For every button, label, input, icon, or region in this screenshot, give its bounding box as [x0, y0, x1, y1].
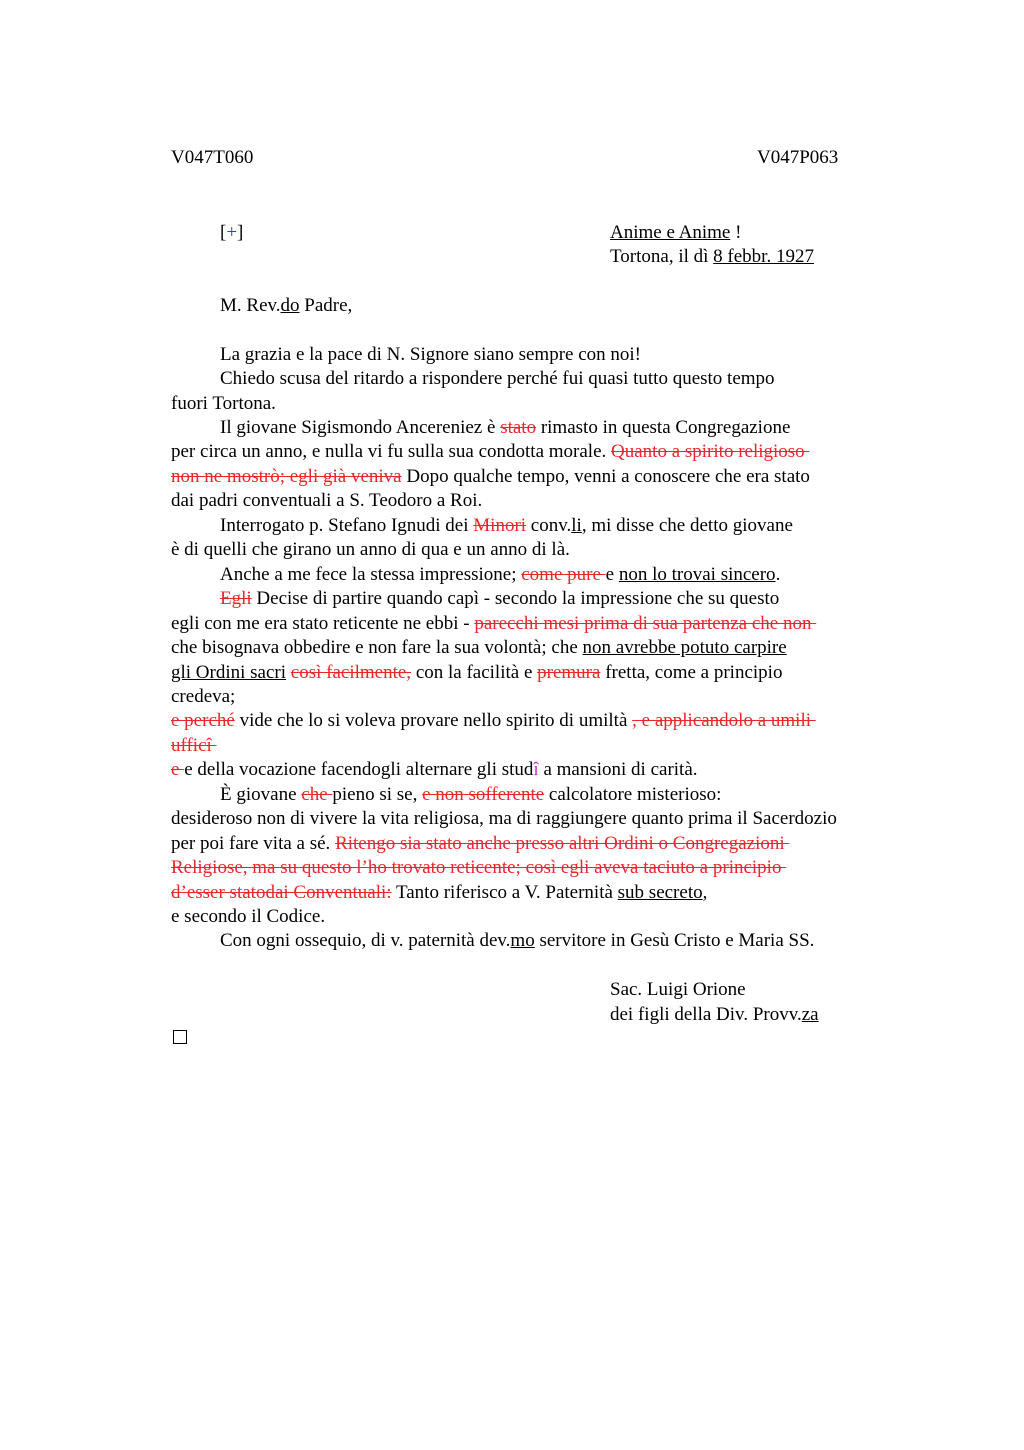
body-line: non ne mostrò; egli già veniva Dopo qualche tempo, venni a conoscere che era stato	[171, 466, 810, 487]
body-line: d’esser statodai Conventuali: Tanto riferisco a V. Paternità sub secreto,	[171, 882, 708, 903]
cross-mark: [+]	[220, 222, 244, 243]
body-line: per poi fare vita a sé. Ritengo sia stato anche presso altri Ordini o Congregazioni	[171, 833, 790, 854]
plus-icon: +	[226, 222, 238, 243]
body-line: Anche a me fece la stessa impressione; come pure e non lo trovai sincero.	[220, 564, 781, 585]
motto: Anime e Anime !	[610, 222, 742, 243]
body-line: ufficî	[171, 735, 217, 756]
body-line: credeva;	[171, 686, 236, 707]
body-line: È giovane che pieno si se, e non sofferente calcolatore misterioso:	[220, 784, 722, 805]
body-line: Il giovane Sigismondo Ancereniez è stato rimasto in questa Congregazione	[220, 417, 791, 438]
body-line: per circa un anno, e nulla vi fu sulla sua condotta morale. Quanto a spirito religioso	[171, 441, 810, 462]
body-line: e perché vide che lo si voleva provare nello spirito di umiltà , e applicandolo a umili	[171, 710, 816, 731]
body-line: desideroso non di vivere la vita religiosa, ma di raggiungere quanto prima il Sacerdozio	[171, 808, 837, 829]
body-line: Chiedo scusa del ritardo a rispondere perché fui quasi tutto questo tempo	[220, 368, 775, 389]
body-line: che bisognava obbedire e non fare la sua volontà; che non avrebbe potuto carpire	[171, 637, 787, 658]
signature-name: Sac. Luigi Orione	[610, 979, 746, 1000]
body-line: è di quelli che girano un anno di qua e un anno di là.	[171, 539, 570, 560]
end-box-icon	[173, 1030, 187, 1044]
body-line: Interrogato p. Stefano Ignudi dei Minori conv.li, mi disse che detto giovane	[220, 515, 793, 536]
body-line: Egli Decise di partire quando capì - secondo la impressione che su questo	[220, 588, 780, 609]
body-line: dai padri conventuali a S. Teodoro a Roi.	[171, 490, 483, 511]
body-line: Con ogni ossequio, di v. paternità dev.mo servitore in Gesù Cristo e Maria SS.	[220, 930, 815, 951]
signature-title: dei figli della Div. Provv.za	[610, 1004, 819, 1025]
body-line: egli con me era stato reticente ne ebbi - parecchi mesi prima di sua partenza che non	[171, 613, 817, 634]
body-line: La grazia e la pace di N. Signore siano sempre con noi!	[220, 344, 642, 365]
body-line: e secondo il Codice.	[171, 906, 326, 927]
body-line: Religiose, ma su questo l’ho trovato reticente; così egli aveva taciuto a principio	[171, 857, 787, 878]
body-line: e e della vocazione facendogli alternare gli studî a mansioni di carità.	[171, 759, 698, 780]
header-right-code: V047P063	[757, 147, 839, 168]
salutation: M. Rev.do Padre,	[220, 295, 353, 316]
letter-date: 8 febbr. 1927	[713, 246, 814, 267]
place-date: Tortona, il dì 8 febbr. 1927	[610, 246, 814, 267]
body-line: gli Ordini sacri così facilmente, con la facilità e premura fretta, come a principio	[171, 662, 783, 683]
body-line: fuori Tortona.	[171, 393, 276, 414]
header-left-code: V047T060	[171, 147, 254, 168]
